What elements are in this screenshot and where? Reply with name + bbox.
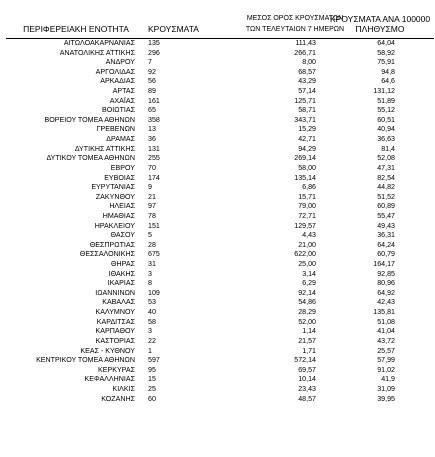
region-name-cell: ΘΕΣΣΑΛΟΝΙΚΗΣ (79, 250, 135, 259)
rate-per-100000-cell: 52,08 (377, 154, 395, 163)
region-name-cell: ΒΟΙΩΤΙΑΣ (102, 106, 135, 115)
region-name-cell: ΚΑΡΔΙΤΣΑΣ (96, 317, 135, 326)
cases-cell: 5 (148, 231, 152, 240)
rate-per-100000-cell: 64,04 (377, 39, 395, 47)
rate-per-100000-cell: 135,81 (373, 308, 395, 317)
region-name-cell: ΕΥΡΥΤΑΝΙΑΣ (91, 183, 135, 192)
cases-cell: 3 (148, 269, 152, 278)
seven-day-average-cell: 58,00 (298, 163, 316, 172)
region-name-cell: ΔΥΤΙΚΟΥ ΤΟΜΕΑ ΑΘΗΝΩΝ (46, 154, 135, 163)
rate-per-100000-cell: 44,82 (377, 183, 395, 192)
seven-day-average-cell: 622,00 (294, 250, 316, 259)
cases-cell: 135 (148, 39, 160, 47)
header-rate-line1: ΚΡΟΥΣΜΑΤΑ ΑΝΑ 100000 (330, 14, 431, 24)
region-name-cell: ΘΗΡΑΣ (111, 260, 135, 269)
table-row (0, 58, 435, 68)
cases-cell: 255 (148, 154, 160, 163)
cases-cell: 358 (148, 115, 160, 124)
region-name-cell: ΚΑΒΑΛΑΣ (102, 298, 135, 307)
seven-day-average-cell: 57,14 (298, 87, 316, 96)
cases-cell: 60 (148, 394, 156, 403)
seven-day-average-cell: 269,14 (294, 154, 316, 163)
seven-day-average-cell: 48,57 (298, 394, 316, 403)
seven-day-average-cell: 58,71 (298, 106, 316, 115)
table-row (0, 106, 435, 116)
rate-per-100000-cell: 64,6 (381, 77, 395, 86)
rate-per-100000-cell: 60,89 (377, 202, 395, 211)
table-row (0, 250, 435, 260)
rate-per-100000-cell: 164,17 (373, 260, 395, 269)
cases-cell: 40 (148, 308, 156, 317)
seven-day-average-cell: 1,71 (302, 346, 316, 355)
seven-day-average-cell: 10,14 (298, 375, 316, 384)
cases-cell: 65 (148, 106, 156, 115)
cases-cell: 97 (148, 202, 156, 211)
seven-day-average-cell: 6,86 (302, 183, 316, 192)
table-row (0, 231, 435, 241)
cases-cell: 53 (148, 298, 156, 307)
seven-day-average-cell: 129,57 (294, 221, 316, 230)
table-row (0, 97, 435, 107)
rate-per-100000-cell: 51,52 (377, 192, 395, 201)
region-name-cell: ΗΜΑΘΙΑΣ (102, 211, 135, 220)
cases-cell: 1 (148, 346, 152, 355)
region-name-cell: ΚΑΣΤΟΡΙΑΣ (95, 336, 135, 345)
cases-cell: 28 (148, 240, 156, 249)
cases-cell: 8 (148, 279, 152, 288)
seven-day-average-cell: 68,57 (298, 67, 316, 76)
seven-day-average-cell: 4,43 (302, 231, 316, 240)
region-name-cell: ΑΙΤΩΛΟΑΚΑΡΝΑΝΙΑΣ (63, 39, 135, 47)
table-row (0, 135, 435, 145)
region-name-cell: ΚΑΡΠΑΘΟΥ (95, 327, 135, 336)
seven-day-average-cell: 28,29 (298, 308, 316, 317)
table-row (0, 337, 435, 347)
rate-per-100000-cell: 55,47 (377, 211, 395, 220)
seven-day-average-cell: 6,29 (302, 279, 316, 288)
table-row (0, 202, 435, 212)
region-name-cell: ΑΡΓΟΛΙΔΑΣ (95, 67, 135, 76)
seven-day-average-cell: 266,71 (294, 48, 316, 57)
seven-day-average-cell: 92,14 (298, 288, 316, 297)
cases-cell: 151 (148, 221, 160, 230)
seven-day-average-cell: 23,43 (298, 384, 316, 393)
rate-per-100000-cell: 55,12 (377, 106, 395, 115)
table-row (0, 193, 435, 203)
seven-day-average-cell: 79,00 (298, 202, 316, 211)
region-name-cell: ΘΕΣΠΡΩΤΙΑΣ (89, 240, 135, 249)
rate-per-100000-cell: 25,57 (377, 346, 395, 355)
seven-day-average-cell: 343,71 (294, 115, 316, 124)
region-name-cell: ΑΧΑΪΑΣ (109, 96, 135, 105)
table-row (0, 241, 435, 251)
region-name-cell: ΖΑΚΥΝΘΟΥ (95, 192, 135, 201)
region-name-cell: ΚΕΦΑΛΛΗΝΙΑΣ (84, 375, 135, 384)
region-name-cell: ΓΡΕΒΕΝΩΝ (96, 125, 135, 134)
seven-day-average-cell: 52,00 (298, 317, 316, 326)
rate-per-100000-cell: 31,09 (377, 384, 395, 393)
table-row (0, 77, 435, 87)
region-name-cell: ΚΕΡΚΥΡΑΣ (98, 365, 135, 374)
rate-per-100000-cell: 51,08 (377, 317, 395, 326)
table-row (0, 145, 435, 155)
table-row (0, 385, 435, 395)
cases-cell: 21 (148, 192, 156, 201)
cases-cell: 15 (148, 375, 156, 384)
region-name-cell: ΔΥΤΙΚΗΣ ΑΤΤΙΚΗΣ (74, 144, 135, 153)
rate-per-100000-cell: 92,85 (377, 269, 395, 278)
rate-per-100000-cell: 49,43 (377, 221, 395, 230)
region-name-cell: ΕΒΡΟΥ (110, 163, 135, 172)
cases-cell: 109 (148, 288, 160, 297)
table-row (0, 347, 435, 357)
region-name-cell: ΗΡΑΚΛΕΙΟΥ (94, 221, 135, 230)
table-row (0, 125, 435, 135)
header-rate-line2: ΠΛΗΘΥΣΜΟ (355, 24, 405, 34)
table-row (0, 327, 435, 337)
cases-cell: 25 (148, 384, 156, 393)
seven-day-average-cell: 572,14 (294, 356, 316, 365)
region-name-cell: ΑΡΚΑΔΙΑΣ (100, 77, 135, 86)
rate-per-100000-cell: 41,04 (377, 327, 395, 336)
table-row (0, 222, 435, 232)
region-name-cell: ΚΟΖΑΝΗΣ (101, 394, 135, 403)
seven-day-average-cell: 125,71 (294, 96, 316, 105)
rate-per-100000-cell: 51,89 (377, 96, 395, 105)
header-region: ΠΕΡΙΦΕΡΕΙΑΚΗ ΕΝΟΤΗΤΑ (23, 24, 129, 34)
table-row (0, 68, 435, 78)
cases-cell: 675 (148, 250, 160, 259)
rate-per-100000-cell: 36,63 (377, 135, 395, 144)
cases-cell: 92 (148, 67, 156, 76)
rate-per-100000-cell: 60,79 (377, 250, 395, 259)
table-row (0, 164, 435, 174)
cases-cell: 70 (148, 163, 156, 172)
cases-cell: 58 (148, 317, 156, 326)
table-row (0, 366, 435, 376)
seven-day-average-cell: 21,57 (298, 336, 316, 345)
rate-per-100000-cell: 42,43 (377, 298, 395, 307)
seven-day-average-cell: 8,00 (302, 58, 316, 67)
rate-per-100000-cell: 39,95 (377, 394, 395, 403)
rate-per-100000-cell: 82,54 (377, 173, 395, 182)
rate-per-100000-cell: 40,94 (377, 125, 395, 134)
seven-day-average-cell: 15,29 (298, 125, 316, 134)
rate-per-100000-cell: 64,92 (377, 288, 395, 297)
table-row (0, 279, 435, 289)
region-name-cell: ΚΑΛΥΜΝΟΥ (95, 308, 135, 317)
region-name-cell: ΔΡΑΜΑΣ (106, 135, 135, 144)
cases-cell: 13 (148, 125, 156, 134)
region-name-cell: ΒΟΡΕΙΟΥ ΤΟΜΕΑ ΑΘΗΝΩΝ (44, 115, 135, 124)
region-name-cell: ΑΝΔΡΟΥ (105, 58, 135, 67)
seven-day-average-cell: 21,00 (298, 240, 316, 249)
cases-cell: 174 (148, 173, 160, 182)
header-cases: ΚΡΟΥΣΜΑΤΑ (148, 24, 199, 34)
cases-cell: 161 (148, 96, 160, 105)
table-header (0, 8, 435, 38)
table-row (0, 116, 435, 126)
table-row (0, 183, 435, 193)
table-row (0, 298, 435, 308)
rate-per-100000-cell: 36,31 (377, 231, 395, 240)
seven-day-average-cell: 72,71 (298, 211, 316, 220)
cases-cell: 3 (148, 327, 152, 336)
cases-cell: 36 (148, 135, 156, 144)
cases-cell: 597 (148, 356, 160, 365)
rate-per-100000-cell: 94,8 (381, 67, 395, 76)
cases-cell: 89 (148, 87, 156, 96)
seven-day-average-cell: 42,71 (298, 135, 316, 144)
rate-per-100000-cell: 91,02 (377, 365, 395, 374)
region-name-cell: ΗΛΕΙΑΣ (109, 202, 135, 211)
rate-per-100000-cell: 75,91 (377, 58, 395, 67)
header-avg-line2: ΤΩΝ ΤΕΛΕΥΤΑΙΩΝ 7 ΗΜΕΡΩΝ (245, 26, 345, 33)
rate-per-100000-cell: 41,9 (381, 375, 395, 384)
table-row (0, 318, 435, 328)
region-name-cell: ΘΑΣΟΥ (110, 231, 135, 240)
cases-cell: 22 (148, 336, 156, 345)
rate-per-100000-cell: 58,92 (377, 48, 395, 57)
rate-per-100000-cell: 57,99 (377, 356, 395, 365)
region-name-cell: ΚΙΛΚΙΣ (112, 384, 135, 393)
table-row (0, 356, 435, 366)
table-row (0, 375, 435, 385)
rate-per-100000-cell: 81,4 (381, 144, 395, 153)
seven-day-average-cell: 1,14 (302, 327, 316, 336)
cases-cell: 31 (148, 260, 156, 269)
seven-day-average-cell: 43,29 (298, 77, 316, 86)
seven-day-average-cell: 69,57 (298, 365, 316, 374)
region-name-cell: ΑΝΑΤΟΛΙΚΗΣ ΑΤΤΙΚΗΣ (59, 48, 135, 57)
cases-cell: 78 (148, 211, 156, 220)
seven-day-average-cell: 135,14 (294, 173, 316, 182)
region-name-cell: ΙΘΑΚΗΣ (108, 269, 135, 278)
table-row (0, 270, 435, 280)
table-row (0, 212, 435, 222)
region-name-cell: ΙΚΑΡΙΑΣ (107, 279, 135, 288)
rate-per-100000-cell: 64,24 (377, 240, 395, 249)
table-row (0, 174, 435, 184)
seven-day-average-cell: 54,86 (298, 298, 316, 307)
table-row (0, 49, 435, 59)
seven-day-average-cell: 15,71 (298, 192, 316, 201)
table-row (0, 260, 435, 270)
table-row (0, 87, 435, 97)
rate-per-100000-cell: 80,96 (377, 279, 395, 288)
rate-per-100000-cell: 131,12 (373, 87, 395, 96)
region-name-cell: ΕΥΒΟΙΑΣ (104, 173, 135, 182)
cases-cell: 95 (148, 365, 156, 374)
region-name-cell: ΚΕΑΣ - ΚΥΘΝΟΥ (80, 346, 135, 355)
table-body (0, 39, 435, 404)
seven-day-average-cell: 94,29 (298, 144, 316, 153)
seven-day-average-cell: 3,14 (302, 269, 316, 278)
region-name-cell: ΙΩΑΝΝΙΝΩΝ (95, 288, 135, 297)
table-row (0, 395, 435, 405)
rate-per-100000-cell: 60,51 (377, 115, 395, 124)
cases-cell: 131 (148, 144, 160, 153)
cases-cell: 9 (148, 183, 152, 192)
table-row (0, 289, 435, 299)
seven-day-average-cell: 25,00 (298, 260, 316, 269)
table-row (0, 308, 435, 318)
cases-cell: 56 (148, 77, 156, 86)
table-row (0, 39, 435, 49)
rate-per-100000-cell: 47,31 (377, 163, 395, 172)
rate-per-100000-cell: 43,72 (377, 336, 395, 345)
cases-cell: 7 (148, 58, 152, 67)
table-row (0, 154, 435, 164)
region-name-cell: ΚΕΝΤΡΙΚΟΥ ΤΟΜΕΑ ΑΘΗΝΩΝ (36, 356, 135, 365)
region-name-cell: ΑΡΤΑΣ (112, 87, 135, 96)
cases-cell: 296 (148, 48, 160, 57)
header-avg-line1: ΜΕΣΟΣ ΟΡΟΣ ΚΡΟΥΣΜΑΤΩΝ (246, 15, 344, 22)
seven-day-average-cell: 111,43 (295, 39, 316, 47)
